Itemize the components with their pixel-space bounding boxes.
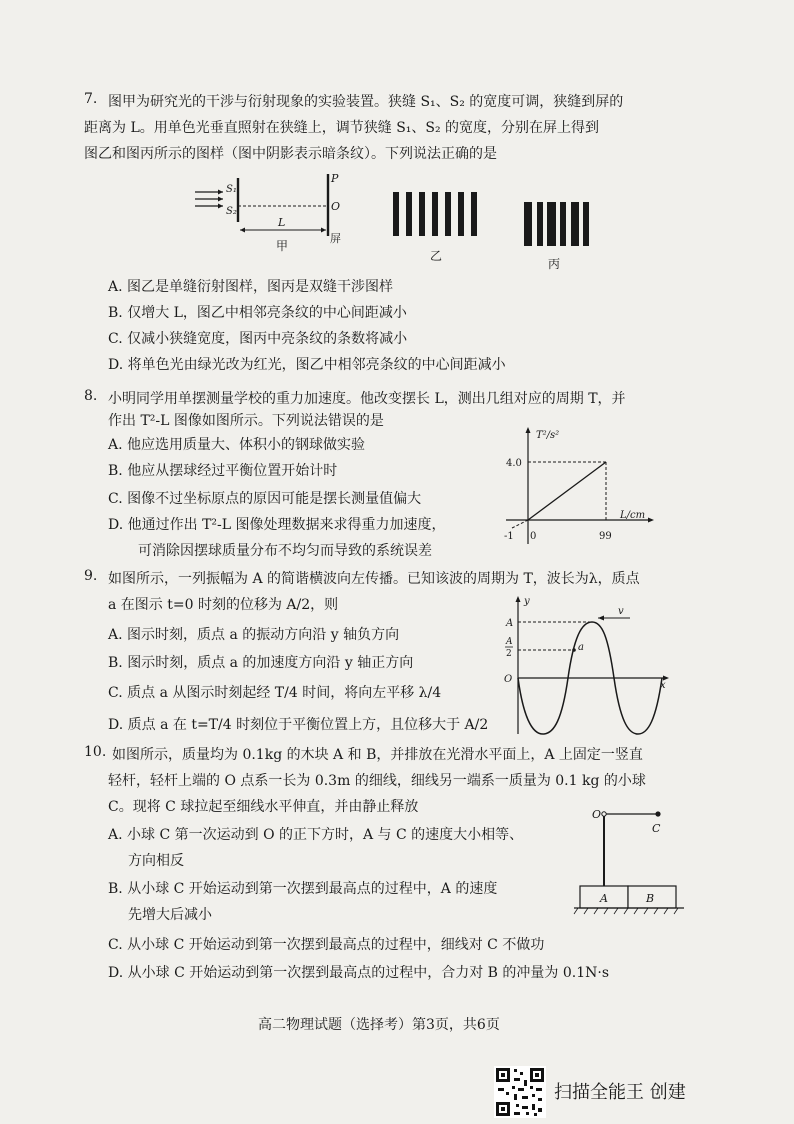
q7-number: 7. bbox=[84, 91, 98, 107]
q10-option-a: A. 小球 C 第一次运动到 O 的正下方时，A 与 C 的速度大小相等、 bbox=[108, 827, 524, 843]
q8-stem-line-2: 作出 T²-L 图像如图所示。下列说法错误的是 bbox=[108, 413, 384, 429]
page-footer: 高二物理试题（选择考）第3页，共6页 bbox=[258, 1017, 500, 1033]
q8-option-d: D. 他通过作出 T²-L 图像处理数据来求得重力加速度， bbox=[108, 517, 446, 533]
q9-option-a: A. 图示时刻，质点 a 的振动方向沿 y 轴负方向 bbox=[108, 627, 400, 643]
x-tick-99: 99 bbox=[599, 531, 612, 542]
svg-text:v: v bbox=[618, 606, 624, 617]
svg-text:2: 2 bbox=[506, 649, 512, 659]
q7-option-d: D. 将单色光由绿光改为红光，图乙中相邻亮条纹的中心间距减小 bbox=[108, 357, 506, 373]
x-tick-neg1: -1 bbox=[504, 531, 514, 542]
q7-stem-line-1: 图甲为研究光的干涉与衍射现象的实验装置。狭缝 S₁、S₂ 的宽度可调，狭缝到屏的 bbox=[108, 94, 624, 110]
label-o: O bbox=[331, 200, 341, 213]
label-p: P bbox=[331, 172, 339, 185]
point-a bbox=[572, 648, 576, 652]
q7-figure-bing bbox=[520, 200, 600, 274]
svg-text:a: a bbox=[578, 642, 584, 653]
q10-option-b-cont: 先增大后减小 bbox=[128, 907, 212, 923]
q10-stem-line-2: 轻杆，轻杆上端的 O 点系一长为 0.3m 的细线，细线另一端系一质量为 0.1 kg 的小球 bbox=[108, 773, 646, 789]
q10-stem-line-3: C。现将 C 球拉起至细线水平伸直，并由静止释放 bbox=[108, 799, 419, 815]
svg-text:y: y bbox=[524, 596, 530, 607]
svg-text:O: O bbox=[504, 674, 513, 685]
q9-number: 9. bbox=[84, 568, 98, 584]
x-tick-0: 0 bbox=[530, 531, 537, 542]
q8-stem-line-1: 小明同学用单摆测量学校的重力加速度。他改变摆长 L，测出几组对应的周期 T，并 bbox=[108, 391, 626, 407]
q8-option-c: C. 图像不过坐标原点的原因可能是摆长测量值偏大 bbox=[108, 491, 422, 507]
q8-number: 8. bbox=[84, 388, 98, 404]
q8-option-d-cont: 可消除因摆球质量分布不均匀而导致的系统误差 bbox=[138, 543, 432, 559]
q7-figure-jia bbox=[190, 170, 360, 256]
x-axis-label: L/cm bbox=[620, 510, 646, 521]
q9-option-d: D. 质点 a 在 t=T/4 时刻位于平衡位置上方，且位移大于 A/2 bbox=[108, 717, 489, 733]
svg-text:A: A bbox=[600, 892, 608, 905]
q9-wave-graph bbox=[496, 592, 672, 742]
label-yi: 乙 bbox=[430, 249, 443, 263]
label-screen: 屏 bbox=[330, 232, 341, 245]
q7-figure-yi bbox=[390, 190, 490, 264]
q10-option-d: D. 从小球 C 开始运动到第一次摆到最高点的过程中，合力对 B 的冲量为 0.1N·s bbox=[108, 965, 610, 981]
q9-option-c: C. 质点 a 从图示时刻起经 T/4 时间，将向左平移 λ/4 bbox=[108, 685, 442, 701]
svg-text:x: x bbox=[660, 680, 666, 691]
svg-text:C: C bbox=[652, 822, 661, 835]
q7-option-c: C. 仅减小狭缝宽度，图丙中亮条纹的条数将减小 bbox=[108, 331, 408, 347]
label-jia: 甲 bbox=[276, 239, 289, 253]
q8-t2-l-graph bbox=[498, 422, 658, 550]
svg-text:B: B bbox=[646, 892, 655, 905]
qr-code-icon bbox=[494, 1066, 546, 1118]
scanner-watermark-text: 扫描全能王 创建 bbox=[554, 1082, 686, 1103]
label-s2: S₂ bbox=[226, 206, 237, 217]
label-s1: S₁ bbox=[226, 184, 237, 195]
svg-text:A: A bbox=[506, 618, 514, 629]
q8-option-a: A. 他应选用质量大、体积小的钢球做实验 bbox=[108, 437, 366, 453]
q7-option-b: B. 仅增大 L，图乙中相邻亮条纹的中心间距减小 bbox=[108, 305, 407, 321]
q9-option-b: B. 图示时刻，质点 a 的加速度方向沿 y 轴正方向 bbox=[108, 655, 414, 671]
label-l: L bbox=[278, 216, 286, 229]
q7-stem-line-2: 距离为 L。用单色光垂直照射在狭缝上，调节狭缝 S₁、S₂ 的宽度，分别在屏上得到 bbox=[84, 120, 600, 136]
q10-number: 10. bbox=[84, 744, 107, 760]
ball-c bbox=[655, 811, 660, 816]
q10-figure bbox=[570, 800, 690, 918]
q9-stem-line-2: a 在图示 t=0 时刻的位移为 A/2，则 bbox=[108, 597, 339, 613]
data-line bbox=[528, 462, 606, 520]
y-axis-label: T²/s² bbox=[536, 430, 560, 441]
q7-option-a: A. 图乙是单缝衍射图样，图丙是双缝干涉图样 bbox=[108, 279, 394, 295]
label-bing: 丙 bbox=[548, 257, 561, 271]
q8-option-b: B. 他应从摆球经过平衡位置开始计时 bbox=[108, 463, 338, 479]
y-tick-4: 4.0 bbox=[506, 458, 522, 469]
q7-stem-line-3: 图乙和图丙所示的图样（图中阴影表示暗条纹）。下列说法正确的是 bbox=[84, 146, 497, 162]
q10-option-b: B. 从小球 C 开始运动到第一次摆到最高点的过程中，A 的速度 bbox=[108, 881, 498, 897]
svg-text:O: O bbox=[592, 808, 602, 821]
q10-stem-line-1: 如图所示，质量均为 0.1kg 的木块 A 和 B，并排放在光滑水平面上，A 上固定一竖直 bbox=[112, 747, 643, 763]
extrapolated-line bbox=[512, 520, 528, 528]
svg-text:A: A bbox=[506, 637, 513, 647]
q9-stem-line-1: 如图所示，一列振幅为 A 的简谐横波向左传播。已知该波的周期为 T，波长为λ，质点 bbox=[108, 571, 640, 587]
q10-option-a-cont: 方向相反 bbox=[128, 853, 184, 869]
q10-option-c: C. 从小球 C 开始运动到第一次摆到最高点的过程中，细线对 C 不做功 bbox=[108, 937, 545, 953]
